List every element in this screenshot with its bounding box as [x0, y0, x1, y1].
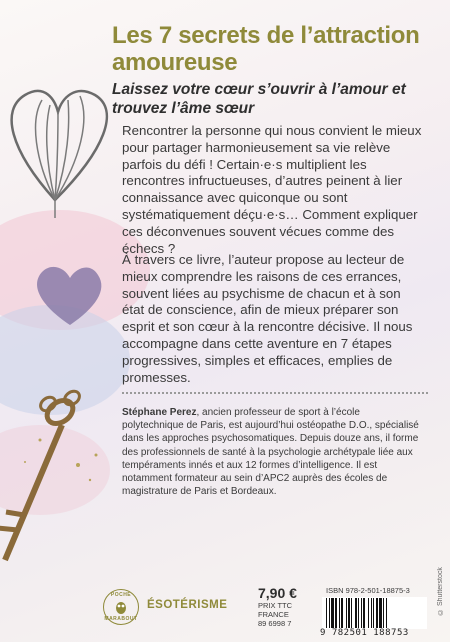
barcode-bar — [346, 598, 347, 628]
barcode-bar — [326, 598, 327, 628]
barcode — [322, 597, 427, 629]
reference-number: 89 6998 7 — [258, 619, 292, 628]
price: 7,90 € — [258, 585, 297, 601]
barcode-bar — [383, 598, 384, 628]
blurb-paragraph-1: Rencontrer la personne qui nous convient le mieux pour partager harmonieusement sa vie relève parfois du défi ! Certain·e·s multiplient les rencontres infructueuses, d’autres peinent à lier connaissance avec quiconque ou sont systématiquement déçu·e·s… Comment expliquer ces déconvenues souvent vécues comme des échecs ? — [122, 123, 422, 256]
owl-icon — [113, 599, 129, 615]
barcode-bar — [331, 598, 334, 628]
author-bio — [122, 406, 424, 498]
dotted-divider — [122, 392, 430, 394]
barcode-bar — [379, 598, 382, 628]
barcode-bar — [376, 598, 378, 628]
price-block — [258, 585, 318, 628]
barcode-bar — [335, 598, 337, 628]
genre-label: ÉSOTÉRISME — [147, 599, 228, 611]
price-label: PRIX TTC FRANCE — [258, 601, 293, 619]
barcode-bar — [329, 598, 330, 628]
barcode-bar — [358, 598, 359, 628]
barcode-bar — [355, 598, 357, 628]
book-subtitle: Laissez votre cœur s’ouvrir à l’amour et trouvez l’âme sœur — [112, 81, 406, 117]
logo-bottom-text: MARABOUT — [104, 616, 138, 622]
barcode-bar — [373, 598, 374, 628]
image-credit: © Shutterstock — [437, 567, 444, 615]
barcode-bar — [386, 598, 387, 628]
barcode-bar — [339, 598, 340, 628]
publisher-logo — [103, 589, 139, 625]
isbn: ISBN 978-2-501-18875-3 — [326, 586, 410, 595]
barcode-bar — [348, 598, 350, 628]
barcode-bar — [361, 598, 362, 628]
striped-heart-icon — [12, 91, 107, 218]
book-title: Les 7 secrets de l’attraction amoureuse — [112, 22, 420, 76]
author-bio-text: , ancien professeur de sport à l’école polytechnique de Paris, est aujourd’hui ostéopathe D.O., spécialisé dans les approches psychosomatiques. Depuis douze ans, il forme des professionnels de santé à la psychologie archétypale liée aux tempéraments innés et aux 12 formes d’intelligence. Il est notamment formateur au sein d’APC2 auprès des écoles de magistrature de Paris et Bordeaux. — [122, 407, 419, 498]
author-name: Stéphane Perez — [122, 407, 197, 418]
barcode-bar — [341, 598, 343, 628]
barcode-bar — [351, 598, 352, 628]
barcode-digits: 9 782501 188753 — [320, 628, 409, 638]
blurb-paragraph-2: À travers ce livre, l’auteur propose au lecteur de mieux comprendre les raisons de ces errances, souvent liées au psychisme de chacun et à son état de conscience, afin de mieux préparer son esprit et son cœur à la rencontre décisive. Il nous accompagne dans cette aventure en 7 étapes progressives, simples et efficaces, emplies de promesses. — [122, 252, 413, 385]
barcode-bar — [371, 598, 372, 628]
barcode-bar — [363, 598, 365, 628]
logo-top-text: POCHE — [110, 592, 132, 598]
barcode-bar — [368, 598, 369, 628]
